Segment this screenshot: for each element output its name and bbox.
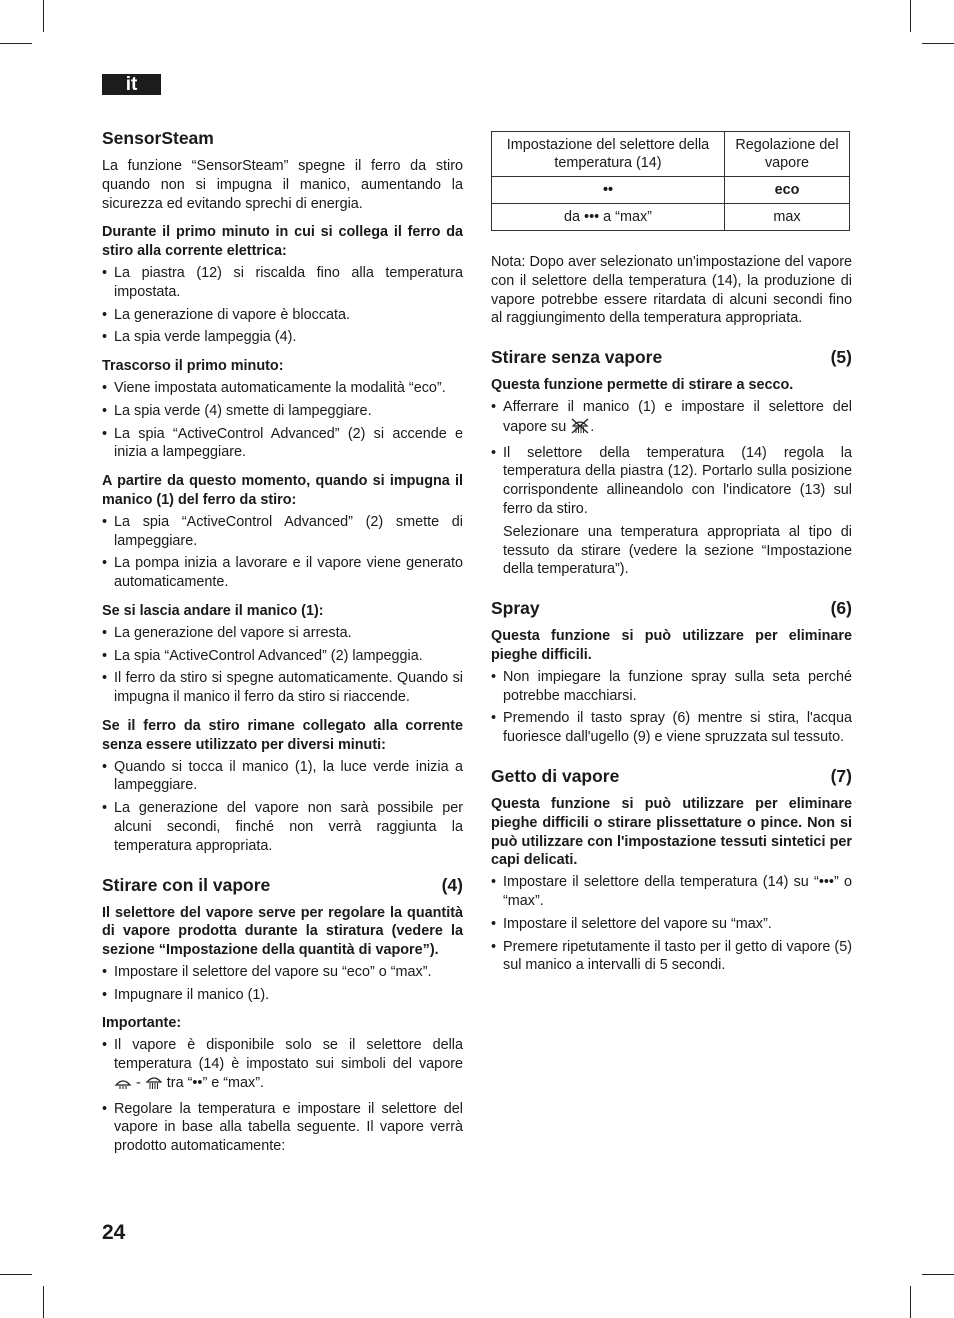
bullet-list xyxy=(102,963,463,1005)
crop-mark xyxy=(43,1286,44,1318)
bullet-list xyxy=(102,758,463,856)
list-item: • Premendo il tasto spray (6) mentre si stira, l'acqua fuoriesce dall'ugello (9) e viene spruzzata sul tessuto. xyxy=(491,709,852,747)
bullet-list xyxy=(102,624,463,707)
section-title: Stirare senza vapore (5) xyxy=(491,347,852,368)
bullet-list xyxy=(491,873,852,975)
list-item: • Impostare il selettore della temperatura (14) su “•••” o “max”. xyxy=(491,873,852,911)
section-title: Stirare con il vapore (4) xyxy=(102,874,463,895)
list-item: • Premere ripetutamente il tasto per il getto di vapore (5) sul manico a intervalli di 5 secondi. xyxy=(491,938,852,976)
list-item: • Il ferro da stiro si spegne automaticamente. Quando si impugna il manico il ferro da stiro si riaccende. xyxy=(102,669,463,707)
list-item: • Quando si tocca il manico (1), la luce verde inizia a lampeggiare. xyxy=(102,758,463,796)
section-intro: Questa funzione permette di stirare a secco. xyxy=(491,377,794,394)
language-tab: it xyxy=(102,74,161,95)
list-item: • La spia verde lampeggia (4). xyxy=(102,328,463,347)
no-steam-icon xyxy=(570,417,590,440)
table-cell: •• xyxy=(492,177,725,204)
list-item: • Non impiegare la funzione spray sulla seta perché potrebbe macchiarsi. xyxy=(491,668,852,706)
list-item: • La spia “ActiveControl Advanced” (2) smette di lampeggiare. xyxy=(102,513,463,551)
crop-mark xyxy=(922,1274,954,1275)
table-row xyxy=(492,204,850,231)
list-item: • La spia “ActiveControl Advanced” (2) si accende e inizia a lampeggiare. xyxy=(102,425,463,463)
table-cell: max xyxy=(725,204,850,231)
table-note: Nota: Dopo aver selezionato un'impostazione del vapore con il selettore della temperatura (14), la produzione di vapore potrebbe essere ritardata di alcuni secondi fino al raggiungimento della temperatura appropriata. xyxy=(491,254,852,327)
crop-mark xyxy=(910,1286,911,1318)
list-item: • Impostare il selettore del vapore su “max”. xyxy=(491,915,852,934)
crop-mark xyxy=(0,43,32,44)
list-item: • Regolare la temperatura e impostare il selettore del vapore in base alla tabella seguente. Il vapore verrà prodotto automaticamente: xyxy=(102,1100,463,1156)
list-item: • Afferrare il manico (1) e impostare il selettore del vapore su . xyxy=(491,398,852,440)
list-item: • Impostare il selettore del vapore su “eco” o “max”. xyxy=(102,963,463,982)
group-heading: Importante: xyxy=(102,1015,182,1032)
steam-low-icon xyxy=(114,1074,132,1096)
list-item-continuation: Selezionare una temperatura appropriata al tipo di tessuto da stirare (vedere la sezione “Impostazione della temperatura”). xyxy=(503,523,852,578)
list-item: • La piastra (12) si riscalda fino alla temperatura impostata. xyxy=(102,264,463,302)
section-steam-ironing xyxy=(102,874,463,1157)
bullet-list xyxy=(102,1036,463,1156)
steam-high-icon xyxy=(145,1074,163,1096)
group-heading: Se il ferro da stiro rimane collegato alla corrente senza essere utilizzato per diversi minuti: xyxy=(102,717,463,753)
section-spray xyxy=(491,597,852,747)
crop-mark xyxy=(910,0,911,32)
section-intro: Questa funzione si può utilizzare per eliminare pieghe difficili o stirare plissettature o pince. Non si può utilizzare con l'impostazione tessuti sintetici per capi delicati. xyxy=(491,795,852,869)
list-item: • La pompa inizia a lavorare e il vapore viene generato automaticamente. xyxy=(102,554,463,592)
section-title: Spray (6) xyxy=(491,598,852,619)
bullet-list xyxy=(491,398,852,519)
list-item: • La spia verde (4) smette di lampeggiare. xyxy=(102,402,463,421)
table-cell: eco xyxy=(725,177,850,204)
bullet-list xyxy=(102,379,463,462)
crop-mark xyxy=(43,0,44,32)
section-title: Getto di vapore (7) xyxy=(491,765,852,786)
list-item: • La generazione del vapore non sarà possibile per alcuni secondi, finché non verrà raggiunta la temperatura appropriata. xyxy=(102,799,463,855)
section-title-sensorsteam: SensorSteam xyxy=(102,128,214,148)
page-number: 24 xyxy=(102,1221,126,1244)
table-row xyxy=(492,177,850,204)
bullet-list xyxy=(102,513,463,592)
right-column xyxy=(491,131,852,979)
bullet-list xyxy=(102,264,463,347)
list-item: • Il vapore è disponibile solo se il selettore della temperatura (14) è impostato sui simboli del vapore - tra “••” e “max”. xyxy=(102,1036,463,1095)
table-cell: da ••• a “max” xyxy=(492,204,725,231)
list-item: • Impugnare il manico (1). xyxy=(102,986,463,1005)
steam-settings-table xyxy=(491,131,850,231)
section-intro: Questa funzione si può utilizzare per eliminare pieghe difficili. xyxy=(491,628,852,663)
list-item: • Viene impostata automaticamente la modalità “eco”. xyxy=(102,379,463,398)
section-steam-shot xyxy=(491,765,852,975)
crop-mark xyxy=(0,1274,32,1275)
group-heading: Se si lascia andare il manico (1): xyxy=(102,602,324,619)
sensorsteam-intro: La funzione “SensorSteam” spegne il ferro da stiro quando non si impugna il manico, aumentando la sicurezza ed evitando sprechi di energia. xyxy=(102,158,463,212)
section-intro: Il selettore del vapore serve per regolare la quantità di vapore prodotta durante la stiratura (vedere la sezione “Impostazione della quantità di vapore”). xyxy=(102,904,463,959)
bullet-list xyxy=(491,668,852,747)
list-item: • Il selettore della temperatura (14) regola la temperatura della piastra (12). Portarlo sulla posizione corrispondente allineandolo con l'indicatore (13) sul ferro da stiro. xyxy=(491,444,852,519)
crop-mark xyxy=(922,43,954,44)
list-item: • La generazione del vapore si arresta. xyxy=(102,624,463,643)
group-heading: A partire da questo momento, quando si impugna il manico (1) del ferro da stiro: xyxy=(102,473,463,508)
list-item: • La generazione di vapore è bloccata. xyxy=(102,306,463,325)
table-row xyxy=(492,132,850,177)
table-header-cell: Regolazione del vapore xyxy=(725,132,850,177)
group-heading: Trascorso il primo minuto: xyxy=(102,358,284,375)
table-header-cell: Impostazione del selettore della temperatura (14) xyxy=(492,132,725,177)
group-heading: Durante il primo minuto in cui si collega il ferro da stiro alla corrente elettrica: xyxy=(102,224,463,260)
left-column xyxy=(102,127,463,1160)
list-item: • La spia “ActiveControl Advanced” (2) lampeggia. xyxy=(102,647,463,666)
section-dry-ironing xyxy=(491,346,852,579)
